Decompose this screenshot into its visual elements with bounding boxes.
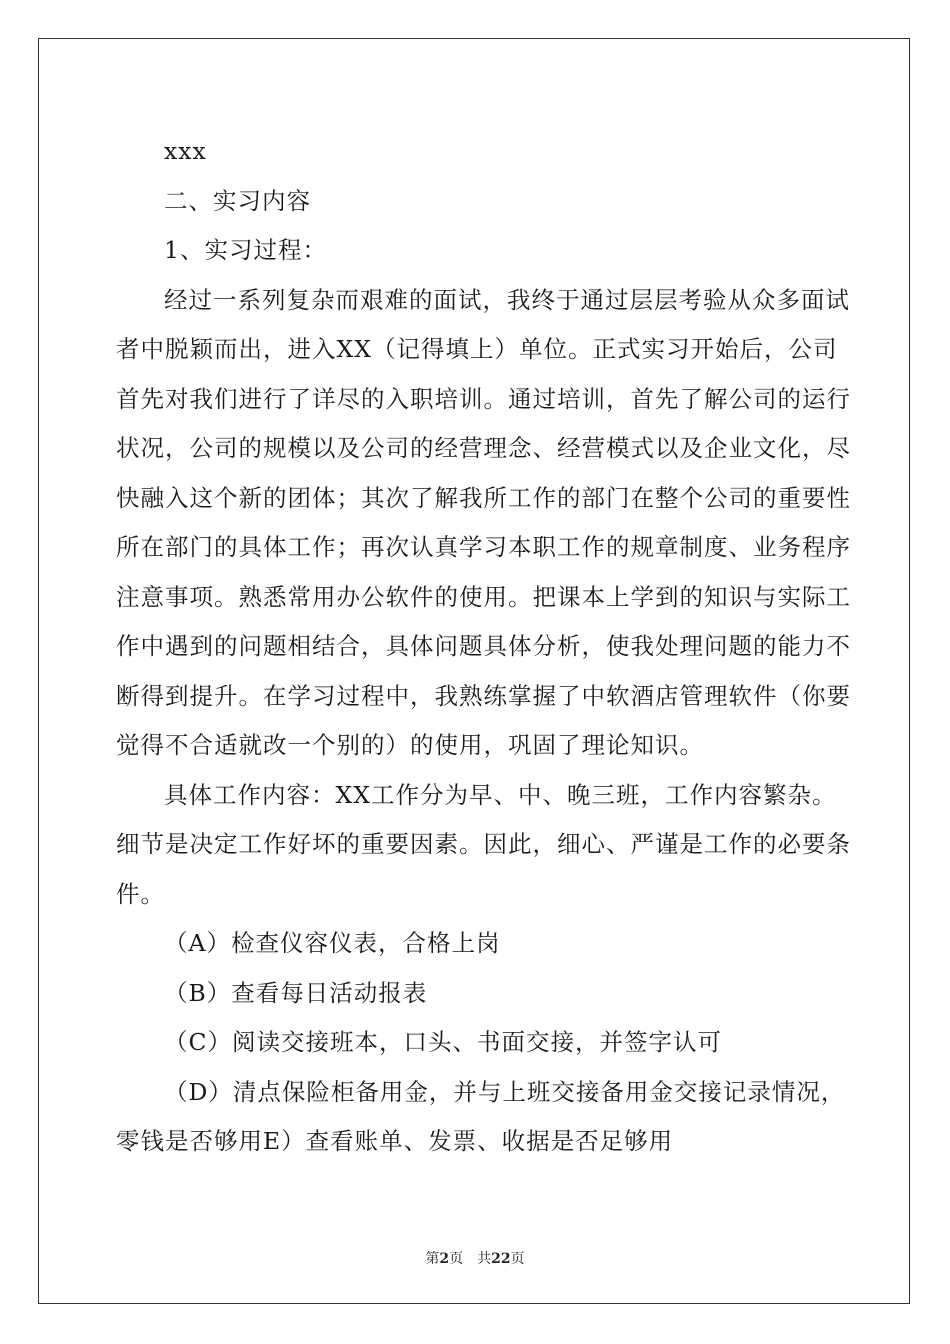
list-item-c: （C）阅读交接班本，口头、书面交接，并签字认可 bbox=[164, 1028, 722, 1056]
footer-total-unit: 页 bbox=[510, 1251, 525, 1267]
paragraph-line: 觉得不合适就改一个别的）的使用，巩固了理论知识。 bbox=[116, 731, 704, 759]
footer-total-prefix: 共 bbox=[477, 1251, 492, 1267]
subsection-title: 1、实习过程： bbox=[164, 236, 327, 264]
footer-page-number: 2 bbox=[439, 1251, 450, 1267]
paragraph-internship-process bbox=[116, 276, 851, 771]
paragraph-line: 细节是决定工作好坏的重要因素。因此，细心、严谨是工作的必要条 bbox=[116, 830, 851, 858]
paragraph-line: （D）清点保险柜备用金，并与上班交接备用金交接记录情况， bbox=[164, 1077, 846, 1106]
paragraph-line: 注意事项。熟悉常用办公软件的使用。把课本上学到的知识与实际工 bbox=[116, 582, 851, 611]
paragraph-line: 作中遇到的问题相结合，具体问题具体分析，使我处理问题的能力不 bbox=[116, 632, 851, 660]
paragraph-line: 快融入这个新的团体；其次了解我所工作的部门在整个公司的重要性 bbox=[116, 483, 851, 512]
list-item-a: （A）检查仪容仪表，合格上岗 bbox=[164, 929, 501, 957]
document-body bbox=[116, 127, 851, 1167]
footer-prefix: 第 bbox=[425, 1251, 440, 1267]
paragraph-line: 首先对我们进行了详尽的入职培训。通过培训，首先了解公司的运行 bbox=[116, 384, 851, 413]
heading-xxx: xxx bbox=[164, 137, 207, 165]
paragraph-line: 零钱是否够用E）查看账单、发票、收据是否足够用 bbox=[116, 1127, 674, 1155]
paragraph-line: 经过一系列复杂而艰难的面试，我终于通过层层考验从众多面试 bbox=[164, 285, 850, 314]
paragraph-line: 件。 bbox=[116, 879, 165, 908]
paragraph-line: 所在部门的具体工作；再次认真学习本职工作的规章制度、业务程序 bbox=[116, 533, 851, 561]
paragraph-line: 者中脱颖而出，进入XX（记得填上）单位。正式实习开始后，公司 bbox=[116, 335, 838, 363]
paragraph-line: 断得到提升。在学习过程中，我熟练掌握了中软酒店管理软件（你要 bbox=[116, 681, 851, 710]
footer-page-unit: 页 bbox=[449, 1251, 464, 1267]
list-item-b: （B）查看每日活动报表 bbox=[164, 978, 428, 1007]
section-title: 二、实习内容 bbox=[164, 186, 311, 215]
paragraph-line: 状况，公司的规模以及公司的经营理念、经营模式以及企业文化，尽 bbox=[116, 434, 851, 462]
page-footer bbox=[0, 1248, 950, 1268]
footer-total-pages: 22 bbox=[491, 1251, 511, 1267]
paragraph-work-content bbox=[116, 771, 851, 920]
list-item-d bbox=[116, 1068, 846, 1167]
paragraph-line: 具体工作内容：XX工作分为早、中、晚三班，工作内容繁杂。 bbox=[164, 780, 837, 809]
